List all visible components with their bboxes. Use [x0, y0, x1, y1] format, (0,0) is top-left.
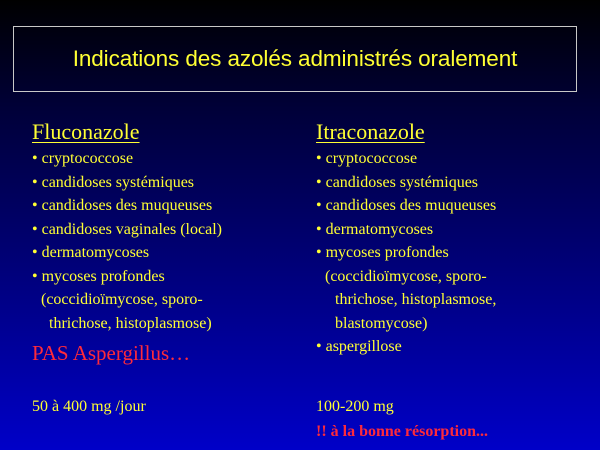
- fluconazole-dose: 50 à 400 mg /jour: [32, 398, 146, 415]
- list-item: • candidoses des muqueuses: [316, 197, 497, 214]
- list-item-sub: thrichose, histoplasmose,: [335, 291, 497, 308]
- list-item: • aspergillose: [316, 338, 402, 355]
- itraconazole-heading: Itraconazole: [316, 119, 425, 144]
- slide-title: Indications des azolés administrés oralement: [72, 46, 518, 71]
- itraconazole-dose: 100-200 mg: [316, 398, 394, 415]
- itraconazole-note: !! à la bonne résorption...: [316, 423, 488, 440]
- list-item: • candidoses systémiques: [32, 173, 195, 191]
- list-item: • candidoses vaginales (local): [32, 220, 222, 238]
- fluconazole-warning: PAS Aspergillus…: [32, 341, 191, 365]
- list-item: • candidoses systémiques: [316, 173, 479, 191]
- list-item: • mycoses profondes: [316, 244, 449, 261]
- list-item: • cryptococcose: [316, 150, 418, 167]
- list-item: • cryptococcose: [32, 150, 134, 167]
- fluconazole-heading: Fluconazole: [32, 119, 140, 144]
- list-item: • mycoses profondes: [32, 267, 165, 285]
- fluconazole-column: [32, 118, 222, 335]
- title-box: [13, 26, 577, 92]
- list-item: • dermatomycoses: [32, 244, 150, 261]
- list-item-sub: (coccidioïmycose, sporo-: [41, 291, 203, 308]
- list-item-sub: thrichose, histoplasmose): [49, 314, 212, 332]
- list-item: • candidoses des muqueuses: [32, 197, 213, 214]
- itraconazole-column: [316, 118, 496, 359]
- list-item: • dermatomycoses: [316, 220, 434, 238]
- list-item-sub: (coccidioïmycose, sporo-: [325, 267, 487, 285]
- list-item-sub: blastomycose): [335, 314, 428, 332]
